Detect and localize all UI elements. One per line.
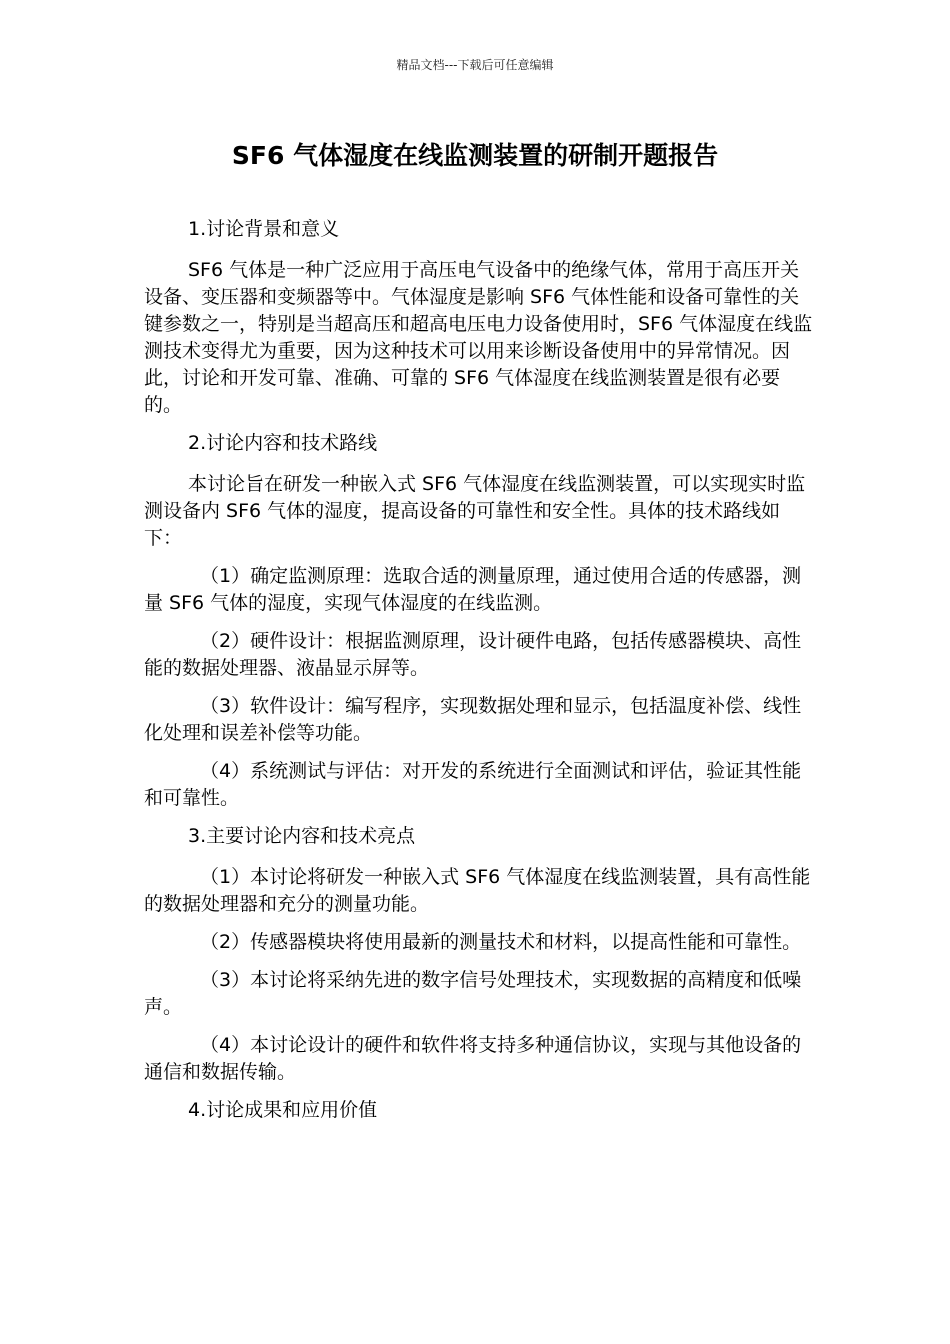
- section-2-item-4: （4）系统测试与评估：对开发的系统进行全面测试和评估，验证其性能和可靠性。: [144, 760, 802, 809]
- section-3-item-3: （3）本讨论将采纳先进的数字信号处理技术，实现数据的高精度和低噪声。: [144, 969, 802, 1018]
- section-2-heading: 2.讨论内容和技术路线: [188, 432, 378, 454]
- section-1-paragraph: SF6 气体是一种广泛应用于高压电气设备中的绝缘气体，常用于高压开关设备、变压器和变频器等中。气体湿度是影响 SF6 气体性能和设备可靠性的关键参数之一，特别是当超高压和超高电压电力设备使用时，SF6 气体湿度在线监测技术变得尤为重要，因为这种技术可以用来诊断设备使用中的异常情况。因此，讨论和开发可靠、准确、可靠的 SF6 气体湿度在线监测装置是很有必要的。: [144, 259, 813, 416]
- section-2-item-1: （1）确定监测原理：选取合适的测量原理，通过使用合适的传感器，测量 SF6 气体的湿度，实现气体湿度的在线监测。: [144, 565, 802, 614]
- section-2-item-3: （3）软件设计：编写程序，实现数据处理和显示，包括温度补偿、线性化处理和误差补偿等功能。: [144, 695, 802, 744]
- section-3-item-1: （1）本讨论将研发一种嵌入式 SF6 气体湿度在线监测装置，具有高性能的数据处理器和充分的测量功能。: [144, 866, 811, 915]
- document-title: SF6 气体湿度在线监测装置的研制开题报告: [231, 141, 719, 170]
- page-header-note: 精品文档---下载后可任意编辑: [396, 58, 554, 72]
- section-4-heading: 4.讨论成果和应用价值: [188, 1099, 378, 1121]
- section-2-intro: 本讨论旨在研发一种嵌入式 SF6 气体湿度在线监测装置，可以实现实时监测设备内 SF6 气体的湿度，提高设备的可靠性和安全性。具体的技术路线如下：: [144, 473, 806, 549]
- section-1-heading: 1.讨论背景和意义: [188, 218, 340, 240]
- section-2-item-2: （2）硬件设计：根据监测原理，设计硬件电路，包括传感器模块、高性能的数据处理器、液晶显示屏等。: [144, 630, 802, 679]
- section-3-heading: 3.主要讨论内容和技术亮点: [188, 825, 416, 847]
- document-body: [144, 216, 814, 1138]
- section-3-item-2: （2）传感器模块将使用最新的测量技术和材料，以提高性能和可靠性。: [200, 931, 802, 953]
- section-3-item-4: （4）本讨论设计的硬件和软件将支持多种通信协议，实现与其他设备的通信和数据传输。: [144, 1034, 802, 1083]
